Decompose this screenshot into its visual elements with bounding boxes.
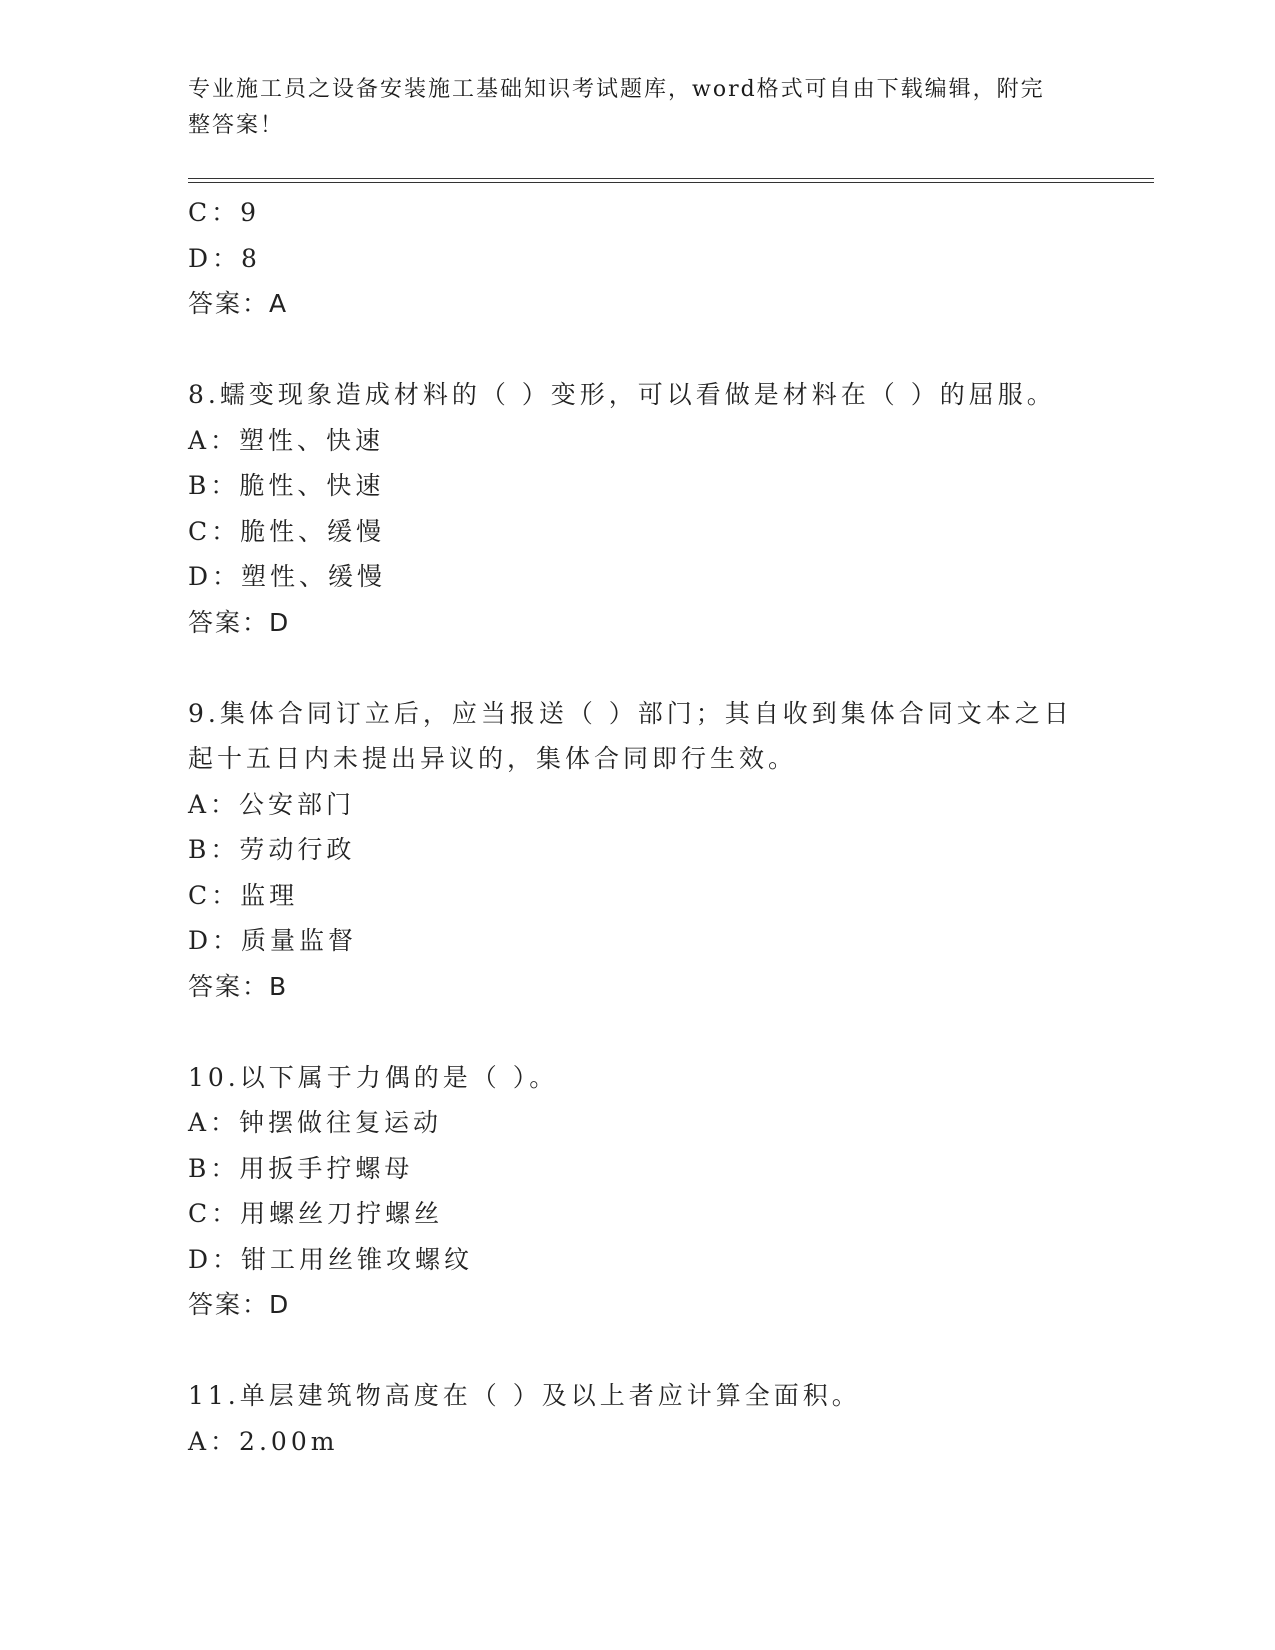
question-text: 8.蠕变现象造成材料的（ ）变形，可以看做是材料在（ ）的屈服。 [188,380,1056,409]
option-c: C：9 [188,198,261,227]
question-spacer [188,645,1088,691]
question-10 [188,1055,1088,1328]
option-a: A：钟摆做往复运动 [188,1108,443,1137]
question-11 [188,1373,1088,1464]
document-header [188,72,1068,144]
document-body [188,190,1088,1464]
option-c: C：监理 [188,880,299,910]
option-a: A：公安部门 [188,789,356,819]
question-spacer [188,1009,1088,1055]
question-spacer [188,1328,1088,1374]
question-9 [188,691,1088,1010]
answer-line: 答案：B [188,971,289,1001]
option-b: B：劳动行政 [188,835,356,864]
option-d: D：塑性、缓慢 [188,562,387,591]
option-d: D：钳工用丝锥攻螺纹 [188,1244,474,1274]
option-b: B：用扳手拧螺母 [188,1153,414,1183]
carryover-question [188,190,1088,327]
answer-line: 答案：D [188,1290,291,1319]
document-title: 专业施工员之设备安装施工基础知识考试题库，word格式可自由下载编辑，附完整答案！ [188,77,1045,138]
option-c: C：脆性、缓慢 [188,516,386,546]
option-d: D：8 [188,243,261,273]
option-d: D：质量监督 [188,926,358,955]
answer-line: 答案：A [188,289,289,318]
header-divider [188,178,1154,183]
question-spacer [188,327,1088,373]
question-text-line-2: 起十五日内未提出异议的，集体合同即行生效。 [188,744,798,773]
question-text: 11.单层建筑物高度在（ ）及以上者应计算全面积。 [188,1381,861,1410]
question-text-line-1: 9.集体合同订立后，应当报送（ ）部门；其自收到集体合同文本之日 [188,698,1073,728]
question-8 [188,372,1088,645]
option-a: A：2.00m [188,1426,339,1456]
answer-line: 答案：D [188,607,291,637]
option-c: C：用螺丝刀拧螺丝 [188,1199,444,1228]
question-text: 10.以下属于力偶的是（ ）。 [188,1062,559,1092]
option-a: A：塑性、快速 [188,425,385,455]
option-b: B：脆性、快速 [188,471,385,500]
